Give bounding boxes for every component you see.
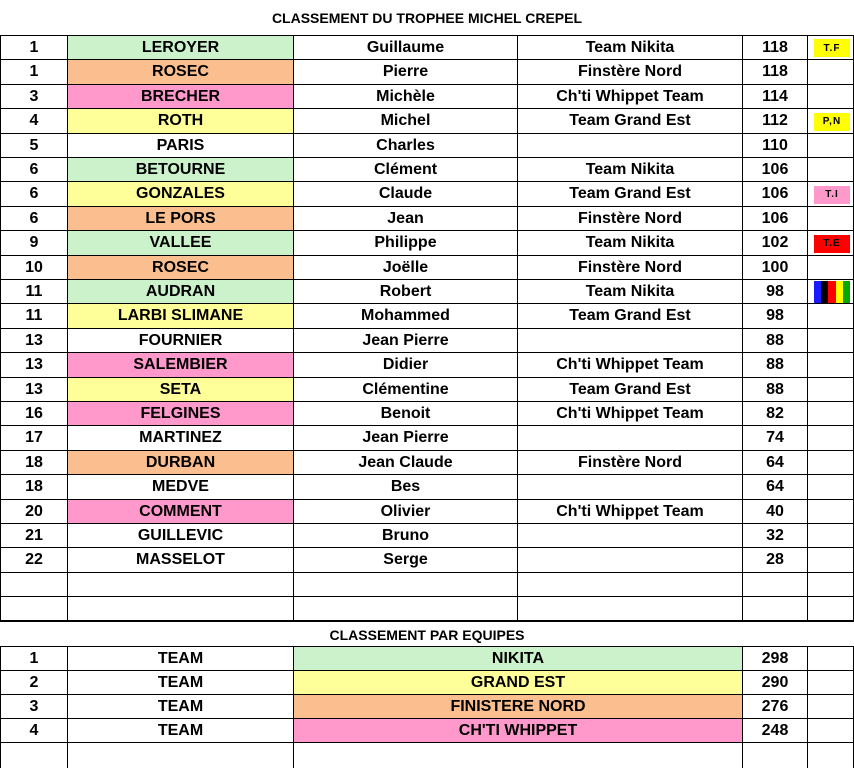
rider-team[interactable]: Finstère Nord — [518, 256, 743, 280]
rider-points[interactable]: 88 — [743, 378, 808, 402]
rider-team[interactable] — [518, 524, 743, 548]
rider-rank[interactable]: 9 — [0, 231, 68, 256]
rider-rank[interactable]: 6 — [0, 207, 68, 231]
rider-rank[interactable]: 6 — [0, 158, 68, 182]
team-rank[interactable]: 1 — [0, 647, 68, 671]
rider-rank[interactable]: 13 — [0, 353, 68, 378]
rider-jersey-cell[interactable] — [808, 109, 854, 134]
jersey-stripe — [836, 281, 843, 303]
multicolor-jersey-icon — [814, 281, 850, 303]
rider-last-name[interactable]: ROTH — [68, 109, 294, 134]
rider-first-name[interactable]: Bes — [294, 475, 518, 500]
team-name[interactable]: NIKITA — [294, 647, 743, 671]
rider-last-name[interactable]: MEDVE — [68, 475, 294, 500]
team-rank[interactable]: 4 — [0, 719, 68, 743]
jersey-badge: T.E — [814, 235, 850, 253]
rider-team[interactable] — [518, 329, 743, 353]
team-empty-cell[interactable] — [808, 671, 854, 695]
team-ranking-title: CLASSEMENT PAR EQUIPES — [329, 627, 525, 643]
empty-cell[interactable] — [68, 597, 294, 621]
rider-points[interactable]: 106 — [743, 207, 808, 231]
rider-team[interactable]: Finstère Nord — [518, 451, 743, 475]
rider-rank[interactable]: 11 — [0, 280, 68, 304]
team-points[interactable]: 298 — [743, 647, 808, 671]
jersey-stripe — [843, 281, 850, 303]
empty-cell[interactable] — [0, 597, 68, 621]
rider-jersey-cell[interactable] — [808, 182, 854, 207]
rider-rank[interactable]: 13 — [0, 329, 68, 353]
rider-last-name[interactable]: DURBAN — [68, 451, 294, 475]
rider-first-name[interactable]: Pierre — [294, 60, 518, 85]
empty-cell[interactable] — [294, 743, 743, 768]
rider-team[interactable] — [518, 134, 743, 158]
rider-first-name[interactable]: Charles — [294, 134, 518, 158]
jersey-badge: P,N — [814, 113, 850, 131]
rider-points[interactable]: 82 — [743, 402, 808, 426]
rider-points[interactable]: 102 — [743, 231, 808, 256]
rider-first-name[interactable]: Philippe — [294, 231, 518, 256]
rider-team[interactable]: Team Grand Est — [518, 304, 743, 329]
rider-rank[interactable]: 11 — [0, 304, 68, 329]
rider-points[interactable]: 88 — [743, 329, 808, 353]
rider-points[interactable]: 88 — [743, 353, 808, 378]
rider-last-name[interactable]: LARBI SLIMANE — [68, 304, 294, 329]
rider-last-name[interactable]: COMMENT — [68, 500, 294, 524]
rider-points[interactable]: 110 — [743, 134, 808, 158]
team-label[interactable]: TEAM — [68, 719, 294, 743]
rider-last-name[interactable]: GONZALES — [68, 182, 294, 207]
rider-points[interactable]: 64 — [743, 475, 808, 500]
rider-rank[interactable]: 22 — [0, 548, 68, 573]
empty-cell[interactable] — [518, 597, 743, 621]
rider-jersey-cell[interactable] — [808, 402, 854, 426]
rider-jersey-cell[interactable] — [808, 329, 854, 353]
team-empty-cell[interactable] — [808, 719, 854, 743]
rider-last-name[interactable]: MARTINEZ — [68, 426, 294, 451]
rider-last-name[interactable]: LE PORS — [68, 207, 294, 231]
rider-jersey-cell[interactable] — [808, 85, 854, 109]
rider-first-name[interactable]: Joëlle — [294, 256, 518, 280]
rider-jersey-cell[interactable] — [808, 231, 854, 256]
team-name[interactable]: FINISTERE NORD — [294, 695, 743, 719]
rider-jersey-cell[interactable] — [808, 451, 854, 475]
rider-first-name[interactable]: Bruno — [294, 524, 518, 548]
rider-first-name[interactable]: Benoit — [294, 402, 518, 426]
rider-last-name[interactable]: FOURNIER — [68, 329, 294, 353]
rider-points[interactable]: 28 — [743, 548, 808, 573]
rider-first-name[interactable]: Clément — [294, 158, 518, 182]
rider-last-name[interactable]: SETA — [68, 378, 294, 402]
rider-rank[interactable]: 10 — [0, 256, 68, 280]
rider-rank[interactable]: 18 — [0, 451, 68, 475]
rider-team[interactable] — [518, 426, 743, 451]
rider-last-name[interactable]: PARIS — [68, 134, 294, 158]
rider-first-name[interactable]: Michel — [294, 109, 518, 134]
rider-rank[interactable]: 1 — [0, 36, 68, 60]
rider-first-name[interactable]: Robert — [294, 280, 518, 304]
rider-rank[interactable]: 1 — [0, 60, 68, 85]
rider-last-name[interactable]: VALLEE — [68, 231, 294, 256]
rider-points[interactable]: 106 — [743, 182, 808, 207]
rider-rank[interactable]: 20 — [0, 500, 68, 524]
rider-jersey-cell[interactable] — [808, 378, 854, 402]
empty-cell[interactable] — [68, 743, 294, 768]
rider-team[interactable]: Team Grand Est — [518, 378, 743, 402]
rider-points[interactable]: 118 — [743, 36, 808, 60]
rider-first-name[interactable]: Claude — [294, 182, 518, 207]
empty-cell[interactable] — [518, 573, 743, 597]
rider-first-name[interactable]: Jean Pierre — [294, 426, 518, 451]
rider-team[interactable]: Finstère Nord — [518, 60, 743, 85]
rider-jersey-cell[interactable] — [808, 548, 854, 573]
rider-first-name[interactable]: Jean Claude — [294, 451, 518, 475]
empty-cell[interactable] — [294, 573, 518, 597]
jersey-badge: T.F — [814, 39, 850, 57]
rider-team[interactable]: Ch'ti Whippet Team — [518, 353, 743, 378]
team-rank[interactable]: 2 — [0, 671, 68, 695]
rider-jersey-cell[interactable] — [808, 475, 854, 500]
rider-first-name[interactable]: Jean — [294, 207, 518, 231]
rider-rank[interactable]: 6 — [0, 182, 68, 207]
rider-first-name[interactable]: Olivier — [294, 500, 518, 524]
rider-last-name[interactable]: AUDRAN — [68, 280, 294, 304]
rider-points[interactable]: 106 — [743, 158, 808, 182]
rider-rank[interactable]: 5 — [0, 134, 68, 158]
jersey-stripe — [821, 281, 828, 303]
team-rank[interactable]: 3 — [0, 695, 68, 719]
rider-team[interactable]: Team Nikita — [518, 36, 743, 60]
rider-rank[interactable]: 17 — [0, 426, 68, 451]
rider-jersey-cell[interactable] — [808, 60, 854, 85]
empty-cell[interactable] — [743, 573, 808, 597]
rider-first-name[interactable]: Mohammed — [294, 304, 518, 329]
rider-last-name[interactable]: LEROYER — [68, 36, 294, 60]
rider-team[interactable]: Team Nikita — [518, 158, 743, 182]
empty-cell[interactable] — [0, 573, 68, 597]
rider-team[interactable]: Team Grand Est — [518, 109, 743, 134]
rider-points[interactable]: 74 — [743, 426, 808, 451]
rider-first-name[interactable]: Michèle — [294, 85, 518, 109]
team-points[interactable]: 248 — [743, 719, 808, 743]
jersey-stripe — [814, 281, 821, 303]
rider-points[interactable]: 98 — [743, 304, 808, 329]
rider-jersey-cell[interactable] — [808, 280, 854, 304]
rider-last-name[interactable]: BRECHER — [68, 85, 294, 109]
empty-cell[interactable] — [294, 597, 518, 621]
rider-last-name[interactable]: SALEMBIER — [68, 353, 294, 378]
team-points[interactable]: 290 — [743, 671, 808, 695]
rider-rank[interactable]: 16 — [0, 402, 68, 426]
individual-ranking-title: CLASSEMENT DU TROPHEE MICHEL CREPEL — [271, 10, 583, 26]
rider-team[interactable]: Team Nikita — [518, 231, 743, 256]
rider-rank[interactable]: 13 — [0, 378, 68, 402]
rider-rank[interactable]: 3 — [0, 85, 68, 109]
rider-jersey-cell[interactable] — [808, 158, 854, 182]
empty-cell[interactable] — [68, 573, 294, 597]
rider-jersey-cell[interactable] — [808, 256, 854, 280]
rider-first-name[interactable]: Didier — [294, 353, 518, 378]
rider-points[interactable]: 114 — [743, 85, 808, 109]
rider-rank[interactable]: 21 — [0, 524, 68, 548]
rider-last-name[interactable]: ROSEC — [68, 256, 294, 280]
rider-jersey-cell[interactable] — [808, 207, 854, 231]
rider-last-name[interactable]: ROSEC — [68, 60, 294, 85]
rider-team[interactable]: Finstère Nord — [518, 207, 743, 231]
team-label[interactable]: TEAM — [68, 671, 294, 695]
empty-cell[interactable] — [808, 743, 854, 768]
rider-points[interactable]: 40 — [743, 500, 808, 524]
rider-team[interactable]: Ch'ti Whippet Team — [518, 85, 743, 109]
rider-first-name[interactable]: Guillaume — [294, 36, 518, 60]
team-empty-cell[interactable] — [808, 695, 854, 719]
rider-last-name[interactable]: BETOURNE — [68, 158, 294, 182]
empty-cell[interactable] — [808, 597, 854, 621]
jersey-badge: T.I — [814, 186, 850, 204]
rider-last-name[interactable]: GUILLEVIC — [68, 524, 294, 548]
section-divider — [0, 621, 854, 622]
team-name[interactable]: GRAND EST — [294, 671, 743, 695]
rider-points[interactable]: 98 — [743, 280, 808, 304]
team-name[interactable]: CH'TI WHIPPET — [294, 719, 743, 743]
rider-jersey-cell[interactable] — [808, 304, 854, 329]
rider-jersey-cell[interactable] — [808, 36, 854, 60]
empty-cell[interactable] — [743, 743, 808, 768]
team-label[interactable]: TEAM — [68, 647, 294, 671]
team-points[interactable]: 276 — [743, 695, 808, 719]
empty-cell[interactable] — [808, 573, 854, 597]
jersey-stripe — [828, 281, 835, 303]
rider-last-name[interactable]: FELGINES — [68, 402, 294, 426]
rider-points[interactable]: 64 — [743, 451, 808, 475]
rider-team[interactable] — [518, 548, 743, 573]
rider-jersey-cell[interactable] — [808, 134, 854, 158]
rider-last-name[interactable]: MASSELOT — [68, 548, 294, 573]
rider-team[interactable] — [518, 475, 743, 500]
rider-team[interactable]: Ch'ti Whippet Team — [518, 500, 743, 524]
team-empty-cell[interactable] — [808, 647, 854, 671]
rider-jersey-cell[interactable] — [808, 524, 854, 548]
rider-first-name[interactable]: Clémentine — [294, 378, 518, 402]
rider-jersey-cell[interactable] — [808, 500, 854, 524]
rider-points[interactable]: 100 — [743, 256, 808, 280]
rider-jersey-cell[interactable] — [808, 353, 854, 378]
rider-team[interactable]: Ch'ti Whippet Team — [518, 402, 743, 426]
rider-rank[interactable]: 18 — [0, 475, 68, 500]
rider-points[interactable]: 118 — [743, 60, 808, 85]
rider-rank[interactable]: 4 — [0, 109, 68, 134]
rider-points[interactable]: 112 — [743, 109, 808, 134]
rider-points[interactable]: 32 — [743, 524, 808, 548]
rider-first-name[interactable]: Serge — [294, 548, 518, 573]
rider-team[interactable]: Team Nikita — [518, 280, 743, 304]
team-label[interactable]: TEAM — [68, 695, 294, 719]
rider-jersey-cell[interactable] — [808, 426, 854, 451]
empty-cell[interactable] — [743, 597, 808, 621]
rider-team[interactable]: Team Grand Est — [518, 182, 743, 207]
empty-cell[interactable] — [0, 743, 68, 768]
rider-first-name[interactable]: Jean Pierre — [294, 329, 518, 353]
